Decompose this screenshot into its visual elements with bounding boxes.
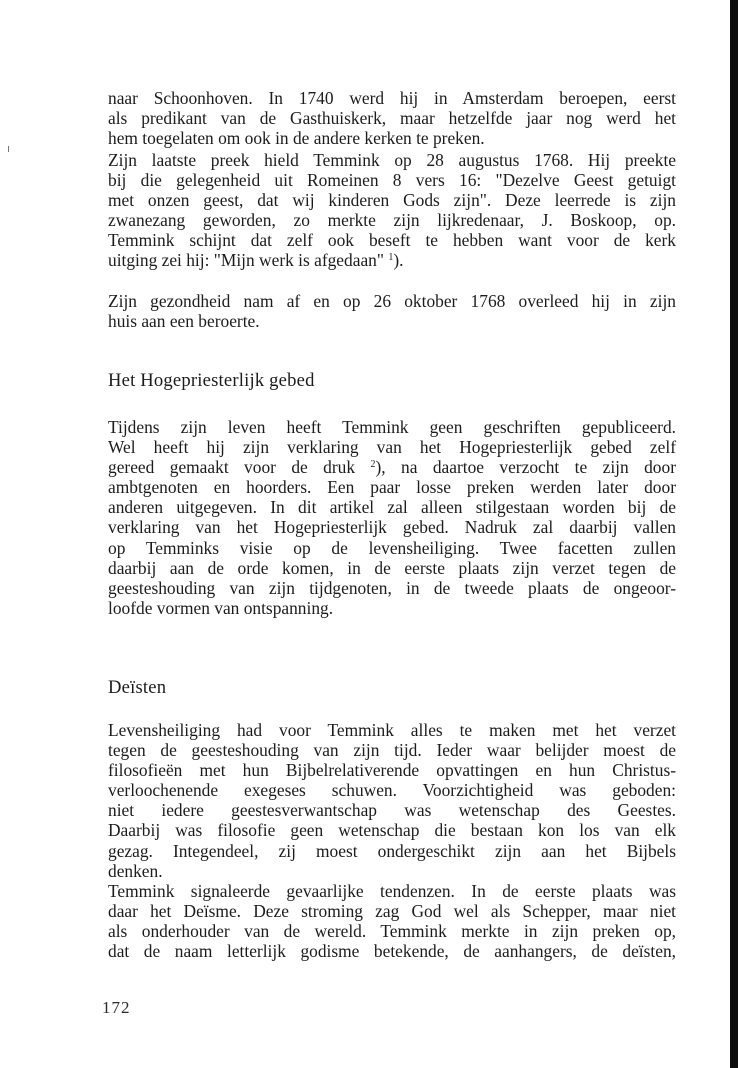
death-paragraph bbox=[108, 291, 676, 331]
text-line: daar het Deïsme. Deze stroming zag God wel als Schepper, maar niet bbox=[108, 901, 676, 922]
text-line: daarbij aan de orde komen, in de eerste plaats zijn verzet tegen de bbox=[108, 557, 676, 578]
text-line: Wel heeft hij zijn verklaring van het Hogepriesterlijk gebed zelf bbox=[108, 437, 676, 458]
quote-line bbox=[108, 250, 676, 270]
text-line: Zijn gezondheid nam af en op 26 oktober 1768 overleed hij in zijn bbox=[108, 291, 676, 311]
text-line: zwanezang geworden, zo merkte zijn lijkredenaar, J. Boskoop, op. bbox=[108, 210, 676, 231]
section-heading-hogepriesterlijk bbox=[108, 370, 676, 392]
text-line: anderen uitgegeven. In dit artikel zal alleen stilgestaan worden bij de bbox=[108, 497, 676, 518]
text-line: ambtgenoten en hoorders. Een paar losse preken werden later door bbox=[108, 477, 676, 498]
text-line: dat de naam letterlijk godisme betekende, de aanhangers, de deïsten, bbox=[108, 941, 676, 962]
text-line: huis aan een beroerte. bbox=[108, 311, 260, 332]
section-1-paragraph bbox=[108, 417, 676, 618]
text-line: filosofieën met hun Bijbelrelativerende opvattingen en hun Christus- bbox=[108, 760, 676, 781]
quote-close: ). bbox=[393, 250, 404, 271]
text-line: geesteshouding van zijn tijdgenoten, in de tweede plaats de ongeoor- bbox=[108, 577, 676, 598]
section-heading-deisten bbox=[108, 677, 676, 699]
text-line: Temmink signaleerde gevaarlijke tendenzen. In de eerste plaats was bbox=[108, 881, 676, 901]
text-line: denken. bbox=[108, 860, 163, 881]
section-title: Het Hogepriesterlijk gebed bbox=[108, 370, 315, 391]
text-line: Tijdens zijn leven heeft Temmink geen geschriften gepubliceerd. bbox=[108, 417, 676, 437]
last-sermon-paragraph bbox=[108, 150, 676, 271]
text-line: loofde vormen van ontspanning. bbox=[108, 597, 334, 618]
page-number: 172 bbox=[102, 998, 131, 1017]
text-line: Zijn laatste preek hield Temmink op 28 augustus 1768. Hij preekte bbox=[108, 150, 676, 170]
footnote-marker: 2 bbox=[370, 459, 376, 471]
scan-edge-shadow bbox=[730, 0, 738, 1068]
text-line: op Temminks visie op de levensheiliging. Twee facetten zullen bbox=[108, 537, 676, 558]
text-line: tegen de geesteshouding van zijn tijd. Ieder waar belijder moest de bbox=[108, 740, 676, 761]
continuation-paragraph bbox=[108, 88, 676, 148]
section-title: Deïsten bbox=[108, 677, 167, 698]
section-2-paragraph-1 bbox=[108, 720, 676, 881]
scan-margin-mark bbox=[8, 146, 9, 152]
footnote-line bbox=[108, 457, 676, 477]
text-line: Temmink schijnt dat zelf ook beseft te hebben want voor de kerk bbox=[108, 230, 676, 251]
text-line: naar Schoonhoven. In 1740 werd hij in Amsterdam beroepen, eerst bbox=[108, 88, 676, 108]
text-line: Levensheiliging had voor Temmink alles te maken met het verzet bbox=[108, 720, 676, 740]
text-line: als predikant van de Gasthuiskerk, maar hetzelfde jaar nog werd het bbox=[108, 108, 676, 129]
text-line: hem toegelaten om ook in de andere kerken te preken. bbox=[108, 128, 485, 149]
text-line: niet iedere geestesverwantschap was wetenschap des Geestes. bbox=[108, 800, 676, 821]
text-line: met onzen geest, dat wij kinderen Gods zijn". Deze leerrede is zijn bbox=[108, 190, 676, 211]
text-line: verklaring van het Hogepriesterlijk gebed. Nadruk zal daarbij vallen bbox=[108, 517, 676, 538]
footnote-marker: 1 bbox=[388, 252, 394, 264]
text-line: verloochenende exegeses schuwen. Voorzichtigheid was geboden: bbox=[108, 780, 676, 801]
text-line: als onderhouder van de wereld. Temmink merkte in zijn preken op, bbox=[108, 921, 676, 942]
text-line: bij die gelegenheid uit Romeinen 8 vers 16: "Dezelve Geest getuigt bbox=[108, 170, 676, 191]
line-text: ), na daartoe verzocht te zijn door bbox=[375, 457, 676, 478]
text-line: Daarbij was filosofie geen wetenschap die bestaan kon los van elk bbox=[108, 820, 676, 841]
quote-text: uitging zei hij: "Mijn werk is afgedaan" bbox=[108, 250, 389, 271]
text-line: gezag. Integendeel, zij moest ondergeschikt zijn aan het Bijbels bbox=[108, 840, 676, 861]
line-text: gereed gemaakt voor de druk bbox=[108, 457, 371, 478]
section-2-paragraph-2 bbox=[108, 881, 676, 961]
